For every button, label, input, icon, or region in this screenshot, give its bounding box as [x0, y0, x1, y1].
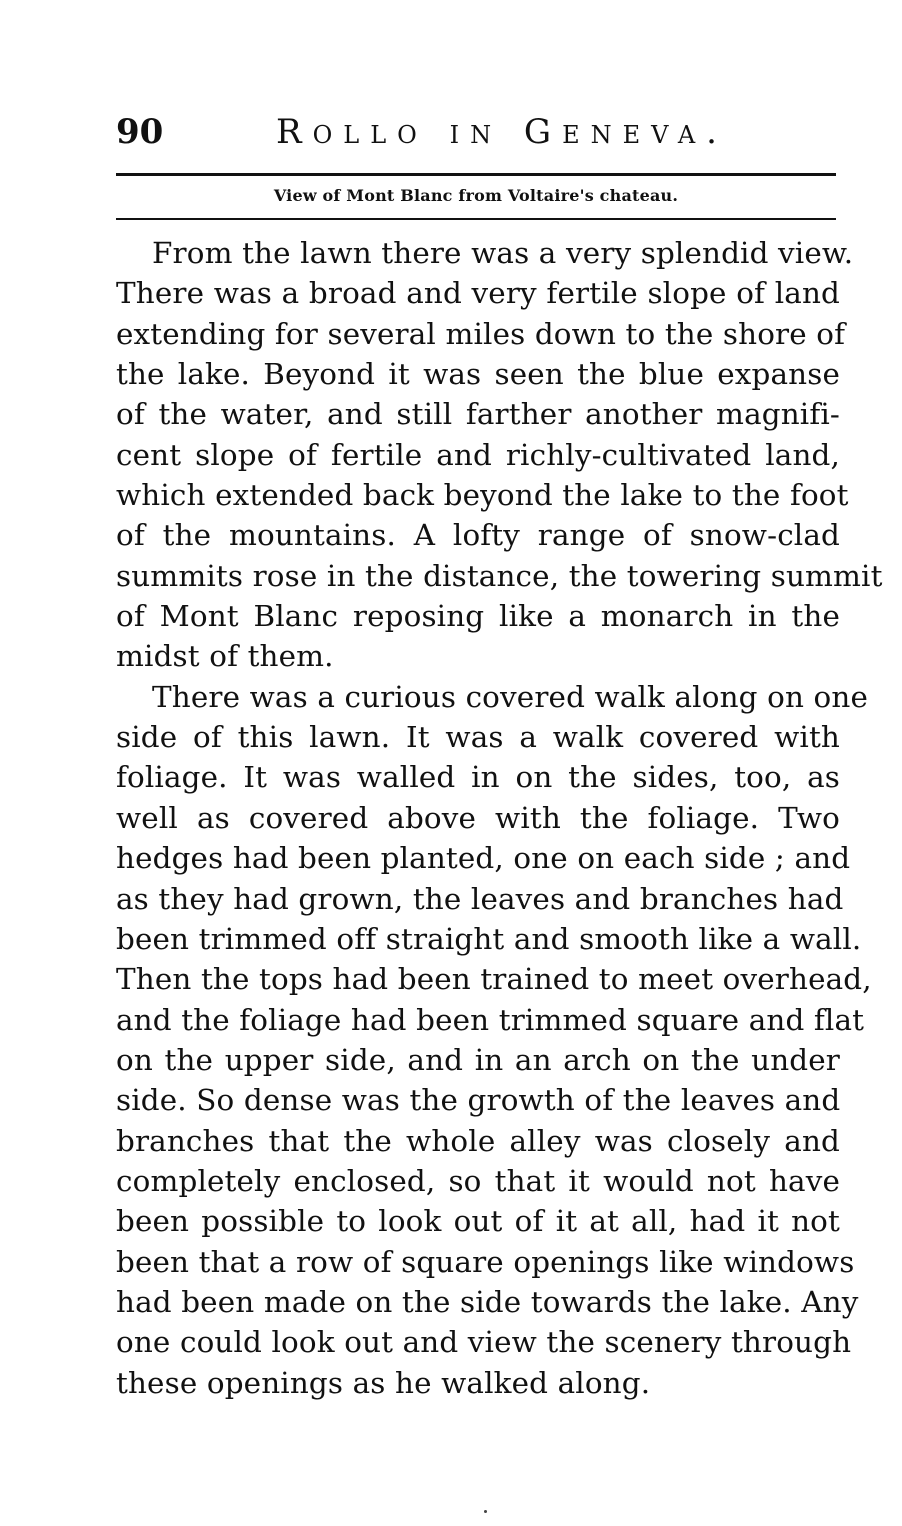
paragraph-2	[116, 677, 872, 1403]
text-line: been possible to look out of it at all, had it not	[116, 1204, 840, 1239]
text-line: of the water, and still farther another magnifi-	[116, 397, 840, 432]
text-line: extending for several miles down to the shore of	[116, 316, 846, 351]
paragraph-1	[116, 233, 883, 677]
text-line: as they had grown, the leaves and branches had	[116, 881, 844, 916]
text-line: been trimmed off straight and smooth like a wall.	[116, 921, 862, 956]
running-header	[116, 112, 836, 160]
text-line: been that a row of square openings like windows	[116, 1244, 855, 1279]
text-line: There was a curious covered walk along on one	[152, 679, 868, 714]
text-line: and the foliage had been trimmed square and flat	[116, 1002, 865, 1037]
page-number: 90	[116, 112, 164, 152]
body-text	[116, 233, 883, 1403]
text-line: well as covered above with the foliage. Two	[116, 800, 840, 835]
text-line: foliage. It was walled in on the sides, too, as	[116, 760, 840, 795]
running-title: Rollo in Geneva.	[276, 112, 728, 152]
section-subheading: View of Mont Blanc from Voltaire's chateau.	[273, 186, 679, 205]
text-line: side. So dense was the growth of the leaves and	[116, 1083, 841, 1118]
text-line: side of this lawn. It was a walk covered with	[116, 720, 840, 755]
text-line: of Mont Blanc reposing like a monarch in the	[116, 599, 840, 634]
text-line: Then the tops had been trained to meet overhead,	[116, 962, 872, 997]
text-line: on the upper side, and in an arch on the under	[116, 1042, 840, 1077]
text-line: one could look out and view the scenery through	[116, 1325, 852, 1360]
print-speck	[484, 1510, 487, 1513]
text-line: had been made on the side towards the lake. Any	[116, 1284, 859, 1319]
text-line: cent slope of fertile and richly-cultivated land,	[116, 437, 840, 472]
text-line: completely enclosed, so that it would not have	[116, 1163, 840, 1198]
text-line: which extended back beyond the lake to the foot	[116, 478, 849, 513]
text-line: There was a broad and very fertile slope of land	[116, 276, 840, 311]
text-line: From the lawn there was a very splendid view.	[152, 236, 854, 270]
text-line: hedges had been planted, one on each side ; and	[116, 841, 851, 876]
header-rule-top	[116, 173, 836, 176]
text-line: summits rose in the distance, the towering summit	[116, 558, 883, 593]
text-line: the lake. Beyond it was seen the blue expanse	[116, 357, 840, 392]
text-line: of the mountains. A lofty range of snow-clad	[116, 518, 840, 553]
text-line: branches that the whole alley was closely and	[116, 1123, 840, 1158]
text-line: these openings as he walked along.	[116, 1365, 651, 1400]
header-rule-bottom	[116, 218, 836, 220]
text-line: midst of them.	[116, 639, 334, 674]
